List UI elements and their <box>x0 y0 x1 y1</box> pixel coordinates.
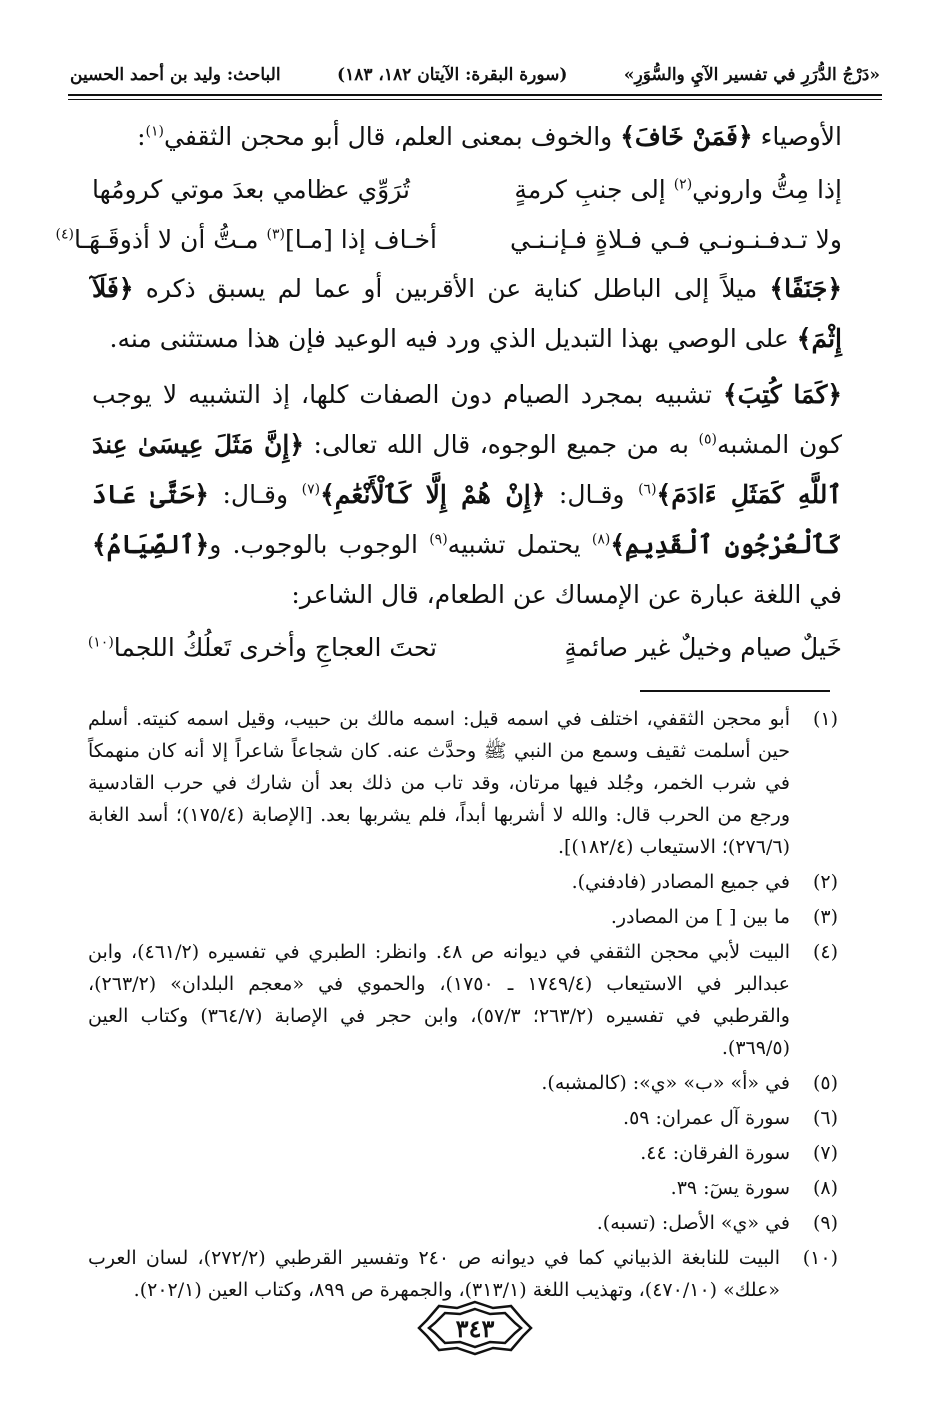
quran-quote: ﴿إِنَّ مَثَلَ عِيسَىٰ عِندَ ٱللَّهِ كَمَثَلِ ءَادَمَ﴾ <box>92 430 843 509</box>
text-run: على الوصي بهذا التبديل الذي ورد فيه الوعيد فإن هذا مستثنى منه. <box>109 324 797 353</box>
quran-quote: ﴿كَمَا كُتِبَ﴾ <box>723 380 842 409</box>
footnote-ref: (٣) <box>266 226 285 243</box>
quran-quote: ﴿فَمَنْ خَافَ﴾ <box>620 122 753 151</box>
page-number-ornament <box>415 1298 535 1358</box>
poetry-verse-3 <box>87 626 842 670</box>
footnote-ref: (١٠) <box>87 634 114 651</box>
paragraph-3 <box>92 370 842 620</box>
text-run: يحتمل تشبيه <box>447 530 592 559</box>
footnote-text: في «ي» الأصل: (تسبه). <box>596 1212 790 1234</box>
text-run: في اللغة عبارة عن الإمساك عن الطعام، قال الشاعر: <box>291 580 842 609</box>
footnote-9 <box>88 1207 838 1239</box>
footnote-text: البيت للنابغة الذبياني كما في ديوانه ص ٢٤٠ وتفسير القرطبي (٢٧٢/٢)، لسان العرب «علك» (٤٧٠/١٠)، وتهذيب اللغة (٣١٣/١)، والجمهرة ص ٨٩٩، وكتاب العين (٢٠٢/١). <box>88 1247 780 1301</box>
footnote-text: البيت لأبي محجن الثقفي في ديوانه ص ٤٨. وانظر: الطبري في تفسيره (٤٦١/٢)، وابن عبدالبر في الاستيعاب (١٧٤٩/٤ ـ ١٧٥٠)، والحموي في «معجم البلدان» (٢٦٣/٢)، والقرطبي في تفسيره (٢٦٣/٢؛ ٥٧/٣)، وابن حجر في الإصابة (٣٦٤/٧) وكتاب العين (٣٦٩/٥). <box>88 941 791 1059</box>
footnote-number: (٦) <box>812 1107 838 1129</box>
footnote-5 <box>88 1067 838 1099</box>
header-surah-reference: (سورة البقرة: الآيتان ١٨٢، ١٨٣) <box>337 65 568 85</box>
footnote-number: (٤) <box>812 941 838 963</box>
footnote-6 <box>88 1102 838 1134</box>
text-run: تشبيه بمجرد الصيام دون الصفات كلها، إذ التشبيه لا يوجب كون المشبه <box>92 380 842 459</box>
quran-quote: ﴿ٱلصِّيَامُ﴾ <box>92 530 210 559</box>
text-run: وقـال: <box>208 480 302 509</box>
footnote-2 <box>88 866 838 898</box>
footnote-number: (٧) <box>812 1142 838 1164</box>
footnote-1 <box>88 703 838 863</box>
footnote-4 <box>88 936 838 1064</box>
footnote-ref: (٤) <box>55 226 74 243</box>
text-run: ميلاً إلى الباطل كناية عن الأقربين أو عما لم يسبق ذكره <box>133 274 770 303</box>
paragraph-1 <box>92 112 842 162</box>
footnote-8 <box>88 1172 838 1204</box>
text-run: : <box>137 122 146 151</box>
footnote-text: سورة آل عمران: ٥٩. <box>623 1107 790 1129</box>
running-header <box>70 58 880 92</box>
header-researcher: الباحث: وليد بن أحمد الحسين <box>70 65 281 85</box>
text-run: تحتَ العجاجِ وأخرى تَعلُكُ اللجما <box>113 633 437 662</box>
text-run: وقـال: <box>545 480 639 509</box>
footnote-number: (٢) <box>812 871 838 893</box>
header-book-title: «دَرْجُ الدُّرَرِ في تفسير الآيِ والسُّوَرِ» <box>623 65 880 85</box>
text-run: به من جميع الوجوه، قال الله تعالى: <box>303 430 699 459</box>
main-text <box>55 112 843 672</box>
verse-1-first-hemistich <box>452 168 842 212</box>
footnote-number: (٣) <box>812 906 838 928</box>
quran-quote: ﴿جَنَفًا﴾ <box>769 274 842 303</box>
text-run: إلى جنبِ كرمةٍ <box>514 175 674 204</box>
footnote-text: سورة يسٓ: ٣٩. <box>670 1177 790 1199</box>
footnote-text: ما بين [ ] من المصادر. <box>610 906 790 928</box>
poetry-verse-1 <box>92 168 842 212</box>
verse-3-second-hemistich <box>87 626 437 670</box>
poetry-verse-2 <box>55 218 842 262</box>
quran-quote: ﴿حَتَّىٰ عَادَ كَٱلْعُرْجُونِ ٱلْقَدِيمِ﴾ <box>92 480 842 559</box>
page-number: ٣٤٣ <box>455 1313 495 1343</box>
footnote-7 <box>88 1137 838 1169</box>
footnote-ref: (١) <box>145 123 165 140</box>
verse-3-first-hemistich: خَيلٌ صيام وخيلٌ غير صائمةٍ <box>564 633 842 662</box>
footnote-10 <box>88 1242 838 1306</box>
footnote-text: في جميع المصادر (فادفني). <box>571 871 790 893</box>
quran-quote: ﴿إِنْ هُمْ إِلَّا كَٱلْأَنْعَٰمِ﴾ <box>320 480 546 509</box>
footnote-text: سورة الفرقان: ٤٤. <box>640 1142 790 1164</box>
text-run: إذا مِتُّ واروني <box>692 175 842 204</box>
verse-2-second-hemistich <box>55 218 437 262</box>
footnote-ref: (٢) <box>673 176 693 193</box>
footnotes <box>88 703 838 1309</box>
text-run: والخوف بمعنى العلم، قال أبو محجن الثقفي <box>164 122 621 151</box>
footnote-number: (٨) <box>812 1177 838 1199</box>
footnote-number: (٩) <box>812 1212 838 1234</box>
footnote-3 <box>88 901 838 933</box>
text-run: الوجوب بالوجوب. و <box>209 530 430 559</box>
footnote-ref: (٥) <box>698 431 717 448</box>
footnote-ref: (٩) <box>429 531 448 548</box>
footnote-number: (٥) <box>812 1072 838 1094</box>
footnote-number: (١٠) <box>802 1247 838 1269</box>
footnote-number: (١) <box>812 708 838 730</box>
footnote-separator <box>640 690 830 692</box>
paragraph-2 <box>92 264 842 364</box>
footnote-ref: (٨) <box>591 531 611 548</box>
text-run: مـتُّ أن لا أذوقَـهَـا <box>74 225 267 254</box>
verse-1-second-hemistich: تُرَوِّي عظامي بعدَ موتي كرومُها <box>92 175 410 204</box>
header-rule-thick <box>68 94 882 96</box>
footnote-ref: (٧) <box>301 481 321 498</box>
text-run: أخـاف إذا [مـا] <box>284 225 437 254</box>
verse-2-first-hemistich: ولا تـدفـنـونـي فـي فـلاةٍ فـإنـنـي <box>510 225 842 254</box>
header-rule-thin <box>68 99 882 100</box>
text-run: الأوصياء <box>752 122 842 151</box>
quran-quote: ﴿فَلَآ إِثْمَ﴾ <box>92 274 842 353</box>
footnote-text: في «أ» «ب» «ي»: (كالمشبه). <box>541 1072 790 1094</box>
footnote-ref: (٦) <box>638 481 657 498</box>
footnote-text: أبو محجن الثقفي، اختلف في اسمه قيل: اسمه مالك بن حبيب، وقيل اسمه كنيته. أسلم حين أسلمت ثقيف وسمع من النبي ﷺ وحدَّث عنه. كان شجاعاً شاعراً إلا أنه كان منهمكاً في شرب الخمر، وجُلد فيها مرتان، وقد تاب من ذلك بعد أن شارك في حرب القادسية ورجع من الحرب قال: والله لا أشربها أبداً، فلم يشربها بعد. [الإصابة (١٧٥/٤)؛ أسد الغابة (٢٧٦/٦)؛ الاستيعاب (١٨٢/٤)]. <box>88 708 790 858</box>
